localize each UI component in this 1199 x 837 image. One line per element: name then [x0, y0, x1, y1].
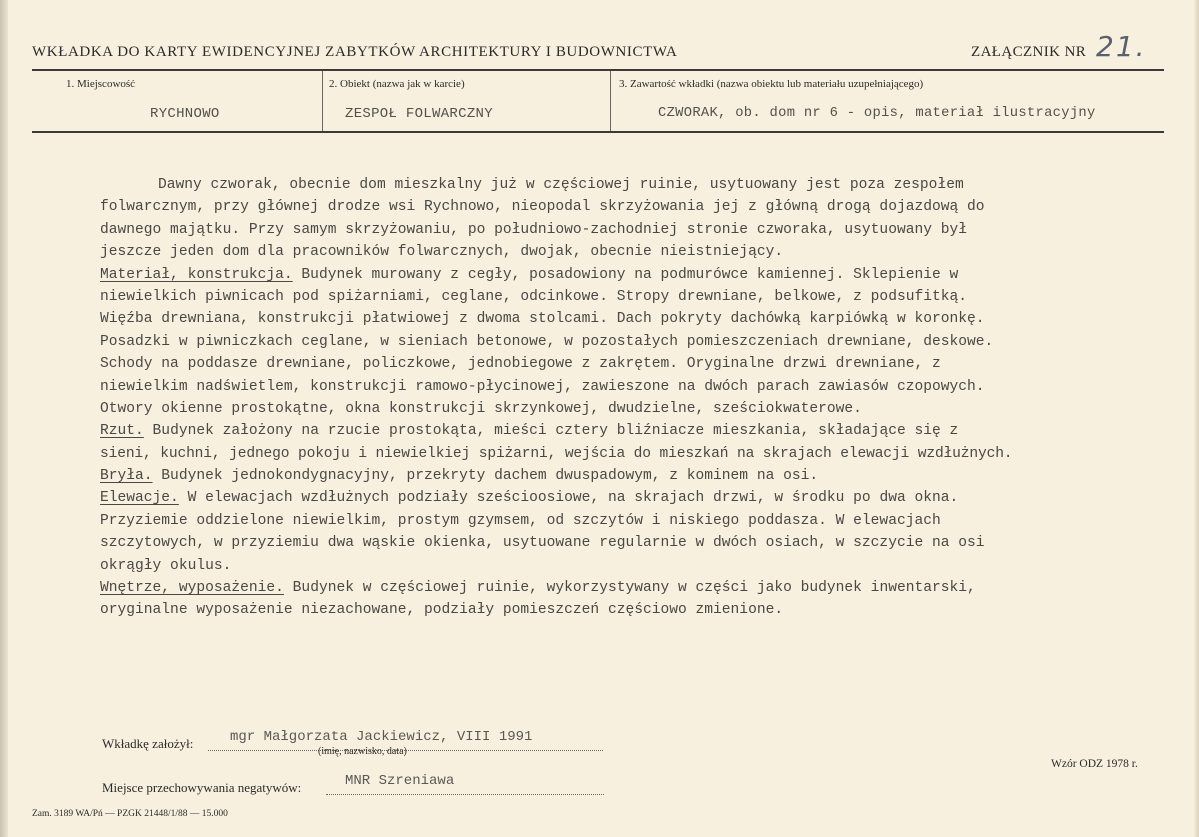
body-line: Przyziemie oddzielone niewielkim, prostym gzymsem, od szczytów i niskiego poddasza. W elewacjach [100, 512, 941, 529]
body-line [100, 465, 1190, 487]
header-rule [32, 69, 1164, 71]
author-value: mgr Małgorzata Jackiewicz, VIII 1991 [230, 729, 533, 745]
body-line [100, 487, 1190, 509]
template-version: Wzór ODZ 1978 r. [1051, 758, 1138, 770]
description-body [100, 174, 1190, 622]
paper-edge-right [1194, 0, 1199, 837]
storage-dotted-line [326, 794, 604, 795]
body-text-run: Budynek w częściowej ruinie, wykorzystywany w części jako budynek inwentarski, [283, 580, 976, 597]
body-line: Więźba drewniana, konstrukcji płatwiowej z dwoma stolcami. Dach pokryty dachówką karpiówką w koronkę. [100, 311, 985, 328]
object-value: ZESPOŁ FOLWARCZNY [345, 106, 493, 122]
body-line [100, 420, 1190, 442]
body-line: folwarcznym, przy głównej drodze wsi Rychnowo, nieopodal skrzyżowania jej z główną drogą dojazdową do [100, 199, 985, 216]
section-heading-bryla: Bryła. [100, 468, 153, 485]
annex-number: 21. [1096, 30, 1147, 63]
body-line: Schody na poddasze drewniane, policzkowe, jednobiegowe z zakrętem. Oryginalne drzwi drewniane, z [100, 356, 941, 373]
locality-value: RYCHNOWO [150, 106, 220, 122]
object-label: 2. Obiekt (nazwa jak w karcie) [329, 78, 465, 90]
body-text-run: Budynek jednokondygnacyjny, przekryty dachem dwuspadowym, z kominem na osi. [152, 468, 819, 485]
body-text-run: W elewacjach wzdłużnych podziały sześcioosiowe, na skrajach drzwi, w środku po dwa okna. [178, 490, 959, 507]
body-line [100, 264, 1190, 286]
author-caption: (imię, nazwisko, data) [318, 746, 407, 757]
body-line: szczytowych, w przyziemiu dwa wąskie okienka, usytuowane regularnie w dwóch osiach, w szczycie na osi [100, 535, 985, 552]
contents-label: 3. Zawartość wkładki (nazwa obiektu lub materiału uzupełniającego) [619, 78, 924, 90]
section-heading-wnetrze: Wnętrze, wyposażenie. [100, 580, 284, 597]
paper-edge-left [0, 0, 8, 837]
body-text-run: Budynek murowany z cegły, posadowiony na podmurówce kamiennej. Sklepienie w [292, 266, 959, 283]
body-line: Posadzki w piwniczkach ceglane, w sieniach betonowe, w pozostałych pomieszczeniach drewniane, deskowe. [100, 333, 994, 350]
contents-value: CZWORAK, ob. dom nr 6 - opis, materiał ilustracyjny [658, 106, 1096, 121]
body-line: niewielkich piwnicach pod spiżarniami, ceglane, odcinkowe. Stropy drewniane, belkowe, z podsufitką. [100, 288, 968, 305]
body-text-run: Budynek założony na rzucie prostokąta, mieści cztery bliźniacze mieszkania, składające się z [143, 423, 959, 440]
print-info: Zam. 3189 WA/Pń — PZGK 21448/1/88 — 15.000 [32, 809, 228, 819]
form-title: WKŁADKA DO KARTY EWIDENCYJNEJ ZABYTKÓW ARCHITEKTURY I BUDOWNICTWA [32, 44, 678, 60]
column-divider [322, 71, 323, 131]
storage-label: Miejsce przechowywania negatywów: [102, 780, 302, 795]
annex-label: ZAŁĄCZNIK NR [971, 44, 1087, 60]
body-line: jeszcze jeden dom dla pracowników folwarcznych, dwojak, obecnie nieistniejący. [100, 244, 784, 261]
body-line: Otwory okienne prostokątne, okna konstrukcji skrzynkowej, dwudzielne, sześciokwaterowe. [100, 400, 862, 417]
body-line: dawnego majątku. Przy samym skrzyżowaniu, po południowo-zachodniej stronie czworaka, usytuowany był [100, 221, 968, 238]
storage-value: MNR Szreniawa [345, 773, 455, 789]
body-line: niewielkim nadświetlem, konstrukcji ramowo-płycinowej, zawieszone na dwóch parach zawiasów czopowych. [100, 378, 985, 395]
body-line [100, 577, 1190, 599]
section-heading-material: Materiał, konstrukcja. [100, 266, 293, 283]
body-line: sieni, kuchni, jednego pokoju i niewielkiej spiżarni, wejścia do mieszkań na skrajach elewacji wzdłużnych. [100, 445, 1013, 462]
body-line: okrągły okulus. [100, 557, 232, 574]
locality-label: 1. Miejscowość [66, 78, 136, 90]
columns-rule [32, 131, 1164, 133]
body-line: Dawny czworak, obecnie dom mieszkalny już w częściowej ruinie, usytuowany jest poza zespołem [158, 177, 964, 193]
section-heading-rzut: Rzut. [100, 423, 144, 440]
section-heading-elewacje: Elewacje. [100, 490, 179, 507]
author-label: Wkładkę założył: [102, 736, 194, 751]
body-line: oryginalne wyposażenie niezachowane, podziały pomieszczeń częściowo zmienione. [100, 602, 784, 619]
column-divider [610, 71, 611, 131]
